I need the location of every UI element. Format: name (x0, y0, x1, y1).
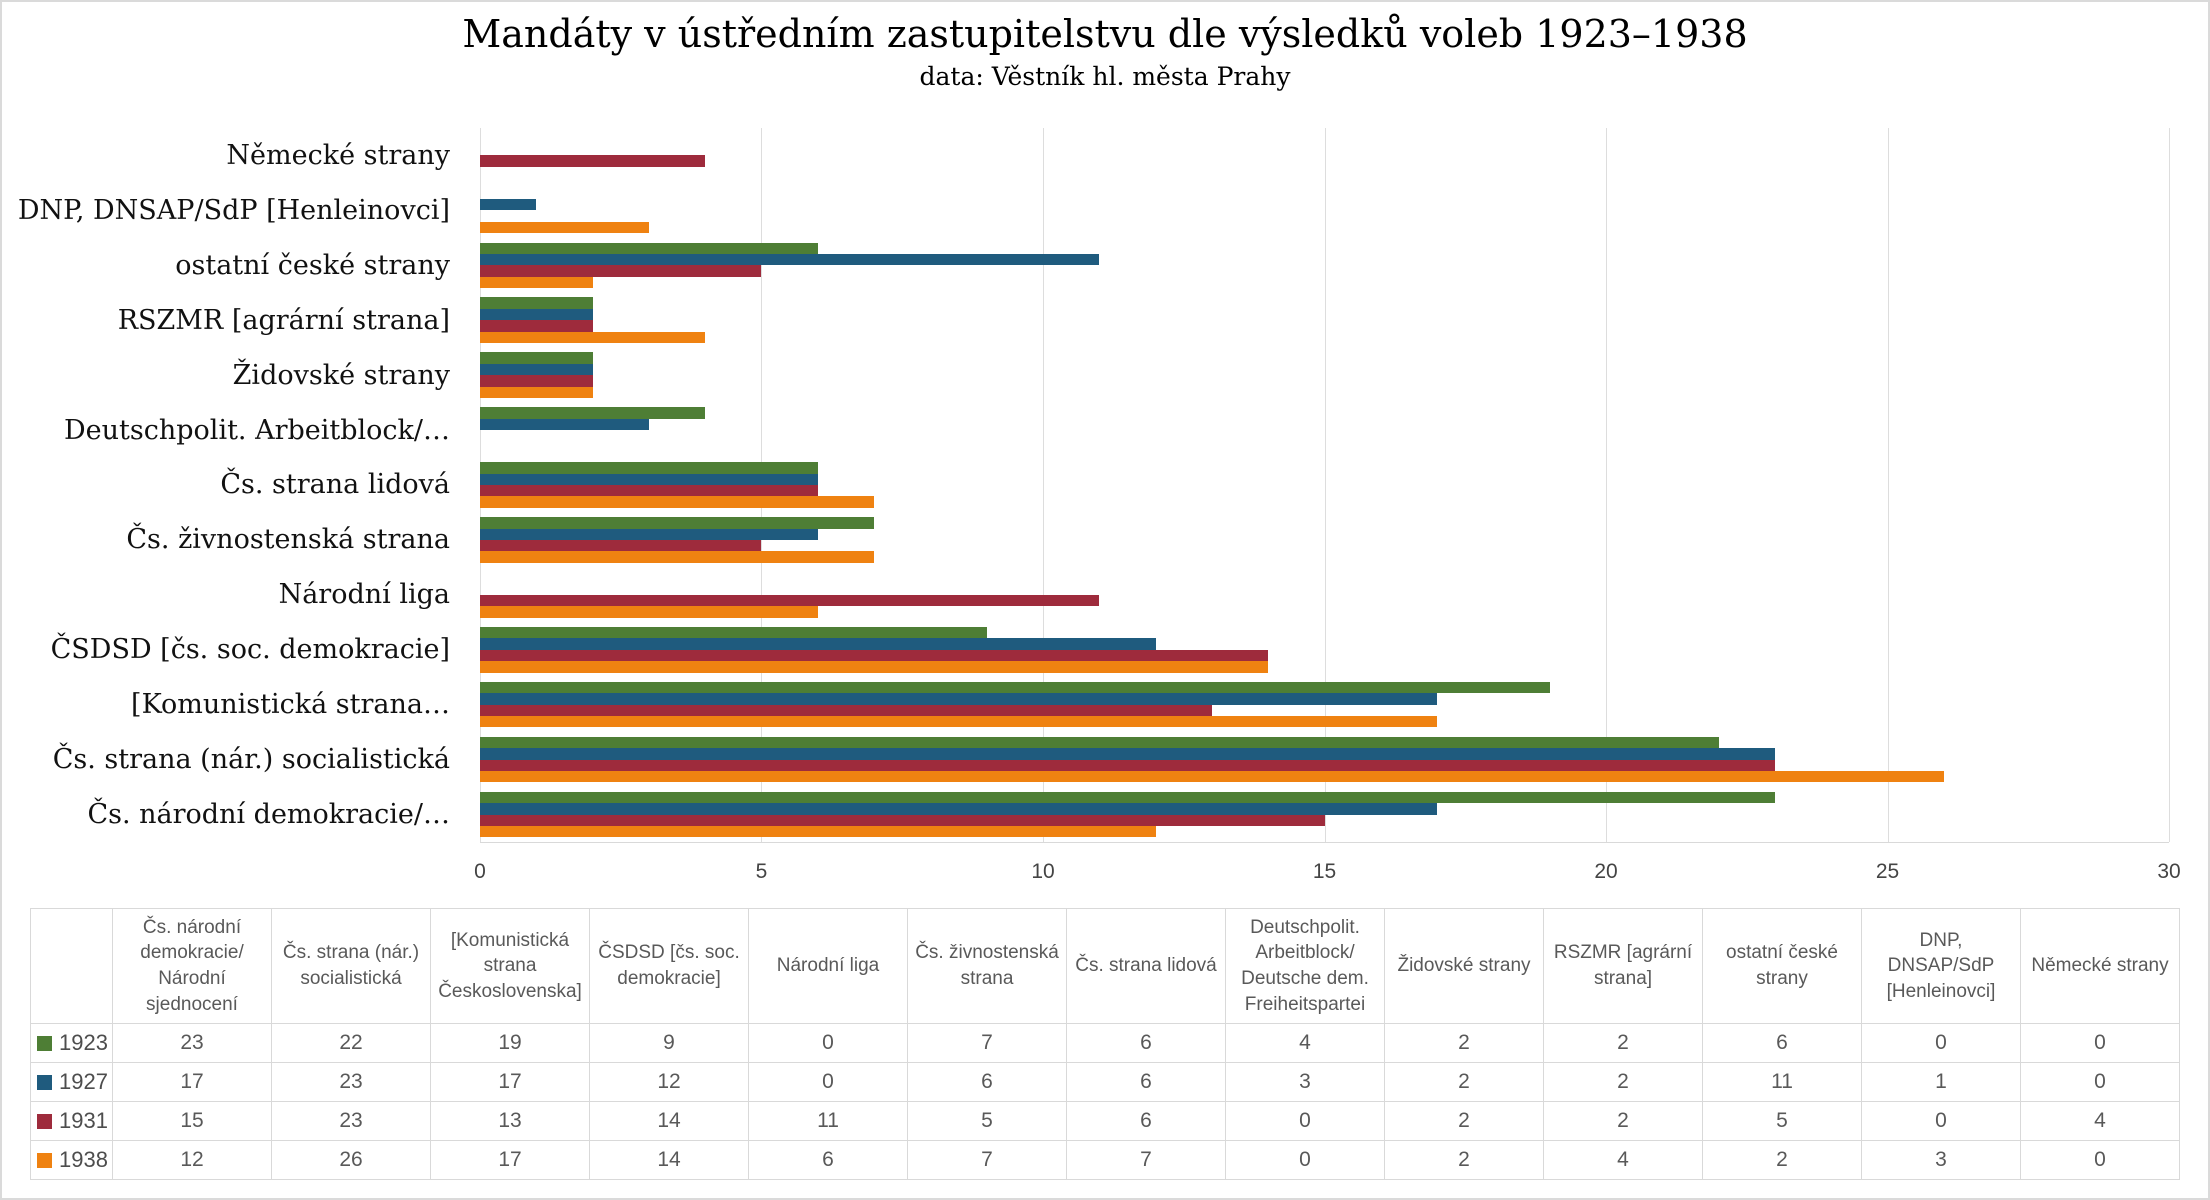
bar-1923 (480, 297, 593, 308)
category-band (480, 238, 2169, 293)
table-value-cell: 0 (2021, 1141, 2180, 1180)
table-row (31, 1024, 2180, 1063)
bar-1931 (480, 650, 1268, 661)
bar-1927 (480, 254, 1099, 265)
table-value-cell: 6 (749, 1141, 908, 1180)
x-tick-label: 30 (2157, 860, 2181, 883)
bar-1931 (480, 595, 1099, 606)
table-column-header: RSZMR [agrární strana] (1544, 909, 1703, 1024)
category-label: Čs. národní demokracie/… (87, 799, 450, 831)
bar-1931 (480, 540, 761, 551)
category-band (480, 403, 2169, 458)
table-value-cell: 22 (272, 1024, 431, 1063)
table-row (31, 1063, 2180, 1102)
data-table (30, 908, 2180, 1180)
category-axis-labels (0, 128, 460, 842)
bar-bands (480, 128, 2169, 842)
bar-1927 (480, 638, 1156, 649)
category-band (480, 128, 2169, 183)
bar-1923 (480, 792, 1775, 803)
bar-1927 (480, 529, 818, 540)
category-label: Německé strany (226, 139, 450, 171)
bar-1938 (480, 332, 705, 343)
table-value-cell: 0 (749, 1024, 908, 1063)
table-value-cell: 23 (113, 1024, 272, 1063)
x-tick-label: 0 (474, 860, 486, 883)
table-column-header: Čs. živnostenská strana (908, 909, 1067, 1024)
bar-1931 (480, 155, 705, 166)
category-label: Deutschpolit. Arbeitblock/… (64, 414, 450, 446)
bar-1938 (480, 387, 593, 398)
bar-1923 (480, 407, 705, 418)
category-band (480, 732, 2169, 787)
series-year-label: 1938 (59, 1147, 108, 1172)
bar-1923 (480, 682, 1550, 693)
table-value-cell: 6 (1067, 1024, 1226, 1063)
x-tick-label: 15 (1312, 860, 1337, 883)
table-column-header: Čs. strana lidová (1067, 909, 1226, 1024)
table-value-cell: 4 (2021, 1102, 2180, 1141)
table-column-header: DNP, DNSAP/SdP [Henleinovci] (1862, 909, 2021, 1024)
table-value-cell: 2 (1385, 1063, 1544, 1102)
table-value-cell: 9 (590, 1024, 749, 1063)
table-value-cell: 17 (431, 1141, 590, 1180)
table-value-cell: 4 (1226, 1024, 1385, 1063)
table-value-cell: 19 (431, 1024, 590, 1063)
category-label: Židovské strany (232, 359, 450, 391)
table-column-header: Národní liga (749, 909, 908, 1024)
table-value-cell: 26 (272, 1141, 431, 1180)
table-value-cell: 7 (1067, 1141, 1226, 1180)
bar-1931 (480, 265, 761, 276)
bar-1923 (480, 517, 874, 528)
bar-1927 (480, 309, 593, 320)
table-column-header: Židovské strany (1385, 909, 1544, 1024)
table-value-cell: 3 (1226, 1063, 1385, 1102)
table-value-cell: 0 (1862, 1024, 2021, 1063)
table-value-cell: 5 (908, 1102, 1067, 1141)
table-value-cell: 2 (1703, 1141, 1862, 1180)
series-year-label: 1923 (59, 1030, 108, 1055)
x-tick-label: 5 (755, 860, 768, 883)
table-value-cell: 2 (1385, 1024, 1544, 1063)
bar-1938 (480, 771, 1944, 782)
category-label: Národní liga (278, 579, 450, 611)
bar-1931 (480, 760, 1775, 771)
category-band (480, 622, 2169, 677)
bar-1923 (480, 243, 818, 254)
table-value-cell: 2 (1544, 1102, 1703, 1141)
bar-1938 (480, 716, 1437, 727)
table-value-cell: 13 (431, 1102, 590, 1141)
bar-1938 (480, 496, 874, 507)
bar-1931 (480, 320, 593, 331)
legend-key-cell (31, 1141, 113, 1180)
bar-1927 (480, 419, 649, 430)
bar-1938 (480, 277, 593, 288)
bar-1938 (480, 826, 1156, 837)
table-value-cell: 23 (272, 1063, 431, 1102)
bar-1923 (480, 462, 818, 473)
table-value-cell: 6 (1067, 1063, 1226, 1102)
category-band (480, 787, 2169, 842)
table-column-header: Čs. strana (nár.) socialistická (272, 909, 431, 1024)
table-value-cell: 11 (749, 1102, 908, 1141)
table-value-cell: 0 (1226, 1141, 1385, 1180)
table-value-cell: 11 (1703, 1063, 1862, 1102)
category-band (480, 183, 2169, 238)
table-value-cell: 7 (908, 1141, 1067, 1180)
bar-1927 (480, 748, 1775, 759)
table-column-header: ostatní české strany (1703, 909, 1862, 1024)
table-value-cell: 0 (2021, 1063, 2180, 1102)
legend-key-cell (31, 1024, 113, 1063)
bar-1931 (480, 485, 818, 496)
table-column-header: Německé strany (2021, 909, 2180, 1024)
table-value-cell: 3 (1862, 1141, 2021, 1180)
category-label: Čs. strana lidová (220, 469, 450, 501)
category-label: ostatní české strany (175, 249, 450, 281)
bar-1927 (480, 199, 536, 210)
bar-1923 (480, 352, 593, 363)
table-value-cell: 4 (1544, 1141, 1703, 1180)
plot-area (480, 128, 2169, 843)
x-tick-label: 10 (1031, 860, 1055, 883)
x-tick-label: 20 (1594, 860, 1618, 883)
bar-1927 (480, 803, 1437, 814)
bar-1927 (480, 474, 818, 485)
category-label: DNP, DNSAP/SdP [Henleinovci] (17, 194, 450, 226)
bar-1927 (480, 364, 593, 375)
table-column-header: [Komunistická strana Československa] (431, 909, 590, 1024)
table-value-cell: 6 (1067, 1102, 1226, 1141)
category-band (480, 567, 2169, 622)
category-band (480, 348, 2169, 403)
table-value-cell: 6 (1703, 1024, 1862, 1063)
category-label: Čs. strana (nár.) socialistická (52, 744, 450, 776)
chart-subtitle: data: Věstník hl. města Prahy (919, 62, 1291, 91)
x-tick-label: 25 (1875, 860, 1900, 883)
bar-1938 (480, 551, 874, 562)
legend-key-cell (31, 1102, 113, 1141)
value-axis (0, 858, 2210, 886)
legend-swatch-icon (37, 1114, 52, 1129)
table-value-cell: 7 (908, 1024, 1067, 1063)
chart-title: Mandáty v ústředním zastupitelstvu dle výsledků voleb 1923–1938 (462, 12, 1748, 56)
legend-swatch-icon (37, 1153, 52, 1168)
bar-1938 (480, 606, 818, 617)
bar-1938 (480, 661, 1268, 672)
bar-1923 (480, 627, 987, 638)
table-value-cell: 17 (113, 1063, 272, 1102)
legend-swatch-icon (37, 1075, 52, 1090)
category-label: [Komunistická strana… (131, 689, 450, 721)
table-value-cell: 0 (1862, 1102, 2021, 1141)
table-value-cell: 2 (1385, 1141, 1544, 1180)
table-value-cell: 5 (1703, 1102, 1862, 1141)
table-value-cell: 17 (431, 1063, 590, 1102)
legend-swatch-icon (37, 1036, 52, 1051)
table-value-cell: 2 (1544, 1063, 1703, 1102)
table-value-cell: 6 (908, 1063, 1067, 1102)
series-year-label: 1927 (59, 1069, 108, 1094)
table-value-cell: 15 (113, 1102, 272, 1141)
table-value-cell: 12 (590, 1063, 749, 1102)
table-value-cell: 2 (1385, 1102, 1544, 1141)
table-value-cell: 2 (1544, 1024, 1703, 1063)
table-corner-cell (31, 909, 113, 1024)
category-label: ČSDSD [čs. soc. demokracie] (50, 634, 450, 666)
table-row (31, 1102, 2180, 1141)
table-column-header: ČSDSD [čs. soc. demokracie] (590, 909, 749, 1024)
legend-key-cell (31, 1063, 113, 1102)
category-label: RSZMR [agrární strana] (117, 304, 450, 336)
gridline (2169, 128, 2170, 842)
table-value-cell: 14 (590, 1141, 749, 1180)
bar-1938 (480, 222, 649, 233)
table-value-cell: 0 (749, 1063, 908, 1102)
table-value-cell: 14 (590, 1102, 749, 1141)
table-value-cell: 12 (113, 1141, 272, 1180)
category-band (480, 512, 2169, 567)
category-label: Čs. živnostenská strana (126, 524, 450, 556)
series-year-label: 1931 (59, 1108, 108, 1133)
table-value-cell: 23 (272, 1102, 431, 1141)
table-column-header: Deutschpolit. Arbeitblock/ Deutsche dem. Freiheitspartei (1226, 909, 1385, 1024)
table-column-header: Čs. národní demokracie/ Národní sjednocení (113, 909, 272, 1024)
category-band (480, 677, 2169, 732)
bar-1931 (480, 705, 1212, 716)
bar-1931 (480, 815, 1325, 826)
bar-1931 (480, 375, 593, 386)
table-value-cell: 0 (2021, 1024, 2180, 1063)
table-value-cell: 1 (1862, 1063, 2021, 1102)
table-row (31, 1141, 2180, 1180)
category-band (480, 458, 2169, 513)
category-band (480, 293, 2169, 348)
table-value-cell: 0 (1226, 1102, 1385, 1141)
bar-1927 (480, 693, 1437, 704)
bar-1923 (480, 737, 1719, 748)
